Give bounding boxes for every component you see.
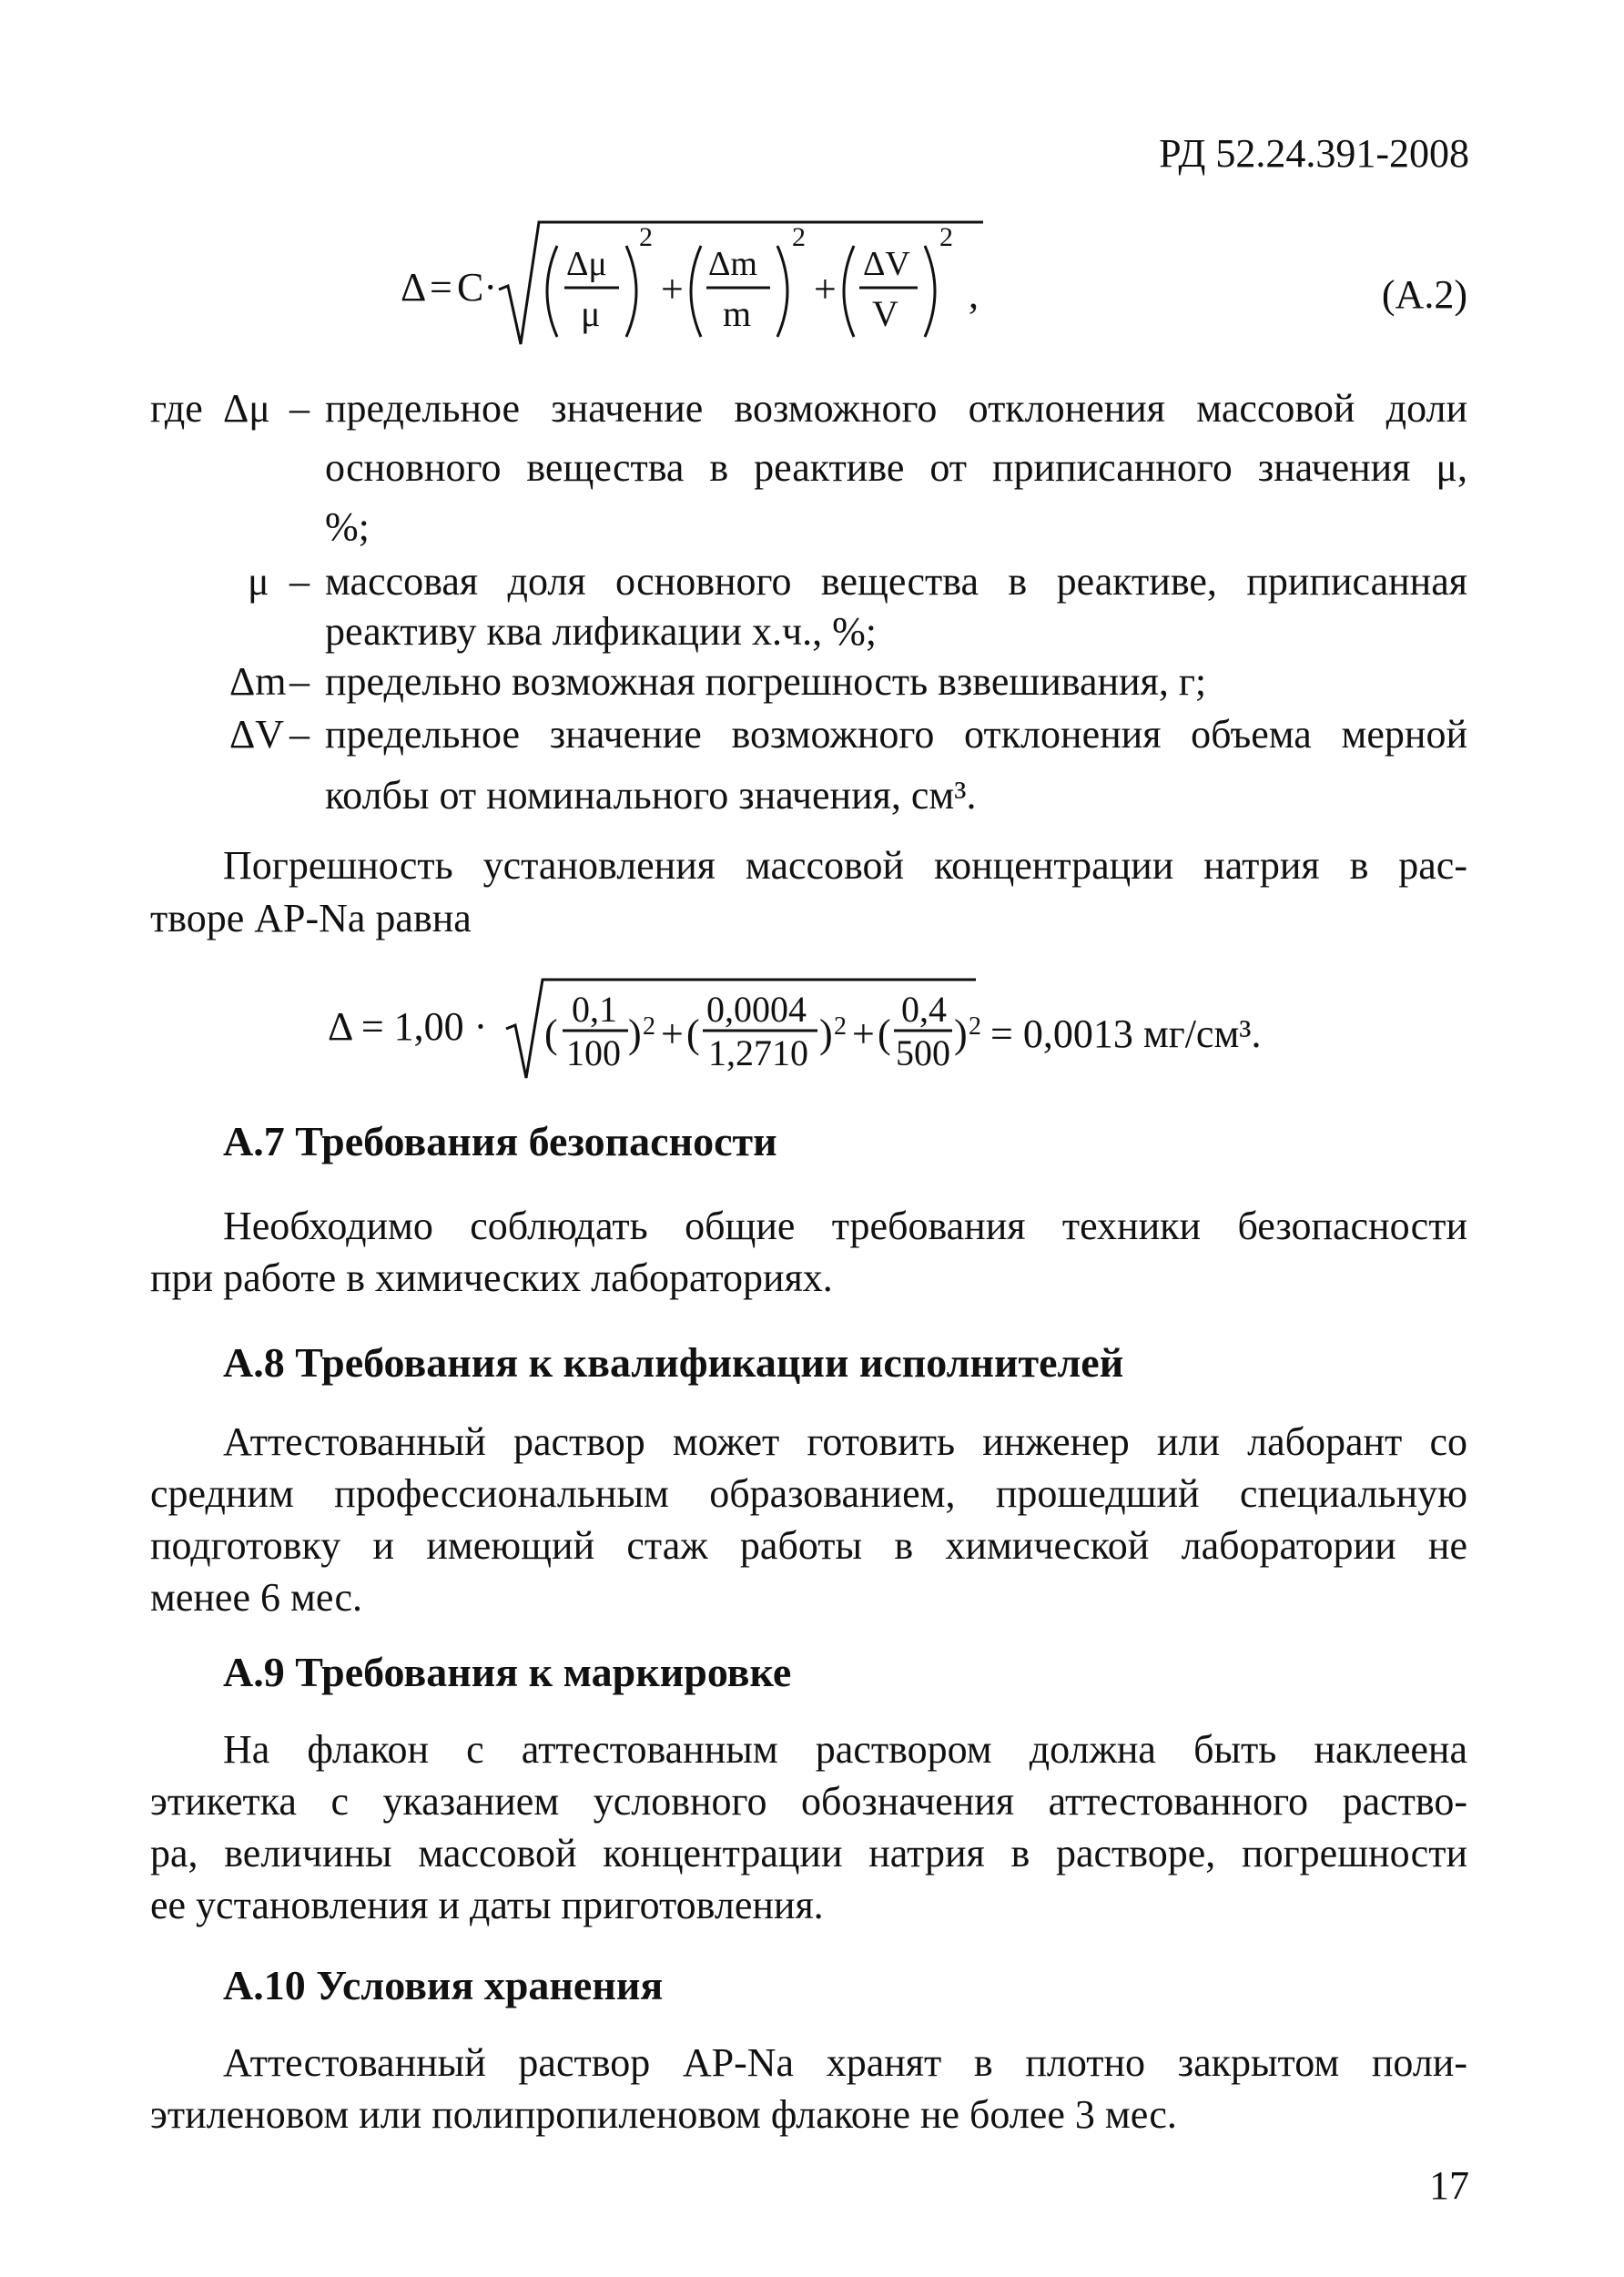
def-symbol-dmu: Δμ: [223, 386, 270, 431]
def-text-line: массовая доля основного вещества в реактиве, приписанная: [325, 559, 1467, 604]
plus-1: +: [661, 267, 684, 311]
section-heading-a7: А.7 Требования безопасности: [223, 1118, 777, 1164]
section-text-line: этиленовом или полипропиленовом флаконе не более 3 мес.: [150, 2092, 1177, 2137]
paragraph-line: Погрешность установления массовой концентрации натрия в рас-: [223, 843, 1467, 888]
def-dash: –: [289, 386, 310, 431]
paren-open-2: [691, 246, 701, 337]
numeric-fraction-1-denominator: 100: [566, 1032, 621, 1073]
numeric-fraction-1-numerator: 0,1: [572, 989, 617, 1030]
paren-close-3: [925, 246, 935, 337]
document-code: РД 52.24.391-2008: [1159, 131, 1469, 176]
section-text-line: Необходимо соблюдать общие требования техники безопасности: [223, 1204, 1467, 1248]
numeric-fraction-2-denominator: 1,2710: [708, 1032, 808, 1073]
def-text-line: реактиву ква лификации х.ч., %;: [325, 609, 877, 654]
formula-lhs: Δ: [401, 265, 427, 310]
paren-close: ): [819, 1011, 833, 1056]
section-text-line: подготовку и имеющий стаж работы в химической лаборатории не: [150, 1523, 1467, 1568]
def-dash: –: [289, 659, 310, 704]
paren-open-1: [547, 246, 557, 337]
def-text-line: основного вещества в реактиве от приписанного значения μ,: [325, 445, 1467, 490]
formula-number: (А.2): [1381, 272, 1467, 317]
section-text-line: менее 6 мес.: [150, 1575, 362, 1620]
def-text-line: предельное значение возможного отклонения объема мерной: [325, 712, 1467, 757]
section-heading-a10: А.10 Условия хранения: [223, 1962, 664, 2008]
fraction-2-denominator: m: [723, 293, 752, 334]
formula-coefficient: C·: [457, 265, 497, 310]
def-dash: –: [289, 712, 310, 757]
numeric-lhs: Δ = 1,00 ·: [328, 1004, 488, 1049]
numeric-fraction-3-denominator: 500: [896, 1032, 950, 1073]
numeric-power-2: 2: [834, 1012, 847, 1041]
power-3: 2: [939, 222, 953, 252]
section-text-line: Аттестованный раствор АР-Na хранят в плотно закрытом поли-: [223, 2040, 1467, 2085]
numeric-plus-1: +: [661, 1011, 684, 1056]
def-symbol-mu: μ: [248, 559, 269, 604]
plus-2: +: [814, 267, 837, 311]
def-text-line: колбы от номинального значения, см³.: [325, 773, 977, 818]
section-text-line: этикетка с указанием условного обозначения аттестованного раство-: [150, 1779, 1467, 1824]
section-text-line: На флакон с аттестованным раствором должна быть наклеена: [223, 1727, 1467, 1772]
paren-close-1: [626, 246, 636, 337]
formula-equals: =: [430, 265, 452, 310]
fraction-1-denominator: μ: [581, 293, 601, 334]
paragraph-line: творе АР-Na равна: [150, 896, 472, 940]
section-text-line: ра, величины массовой концентрации натрия в растворе, погрешности: [150, 1831, 1467, 1875]
numeric-plus-2: +: [852, 1011, 875, 1056]
numeric-power-1: 2: [643, 1012, 655, 1041]
paren-open: (: [686, 1011, 700, 1056]
formula-a2: [401, 219, 1493, 355]
paren-close: ): [954, 1011, 968, 1056]
numeric-fraction-2-numerator: 0,0004: [706, 989, 807, 1030]
paren-close: ): [628, 1011, 642, 1056]
fraction-1-numerator: Δμ: [566, 245, 607, 283]
numeric-fraction-3-numerator: 0,4: [901, 989, 947, 1030]
numeric-result: = 0,0013 мг/см³.: [990, 1011, 1262, 1056]
formula-comma: ,: [969, 272, 979, 317]
fraction-2-numerator: Δm: [708, 245, 757, 283]
def-text-line: предельно возможная погрешность взвешивания, г;: [325, 659, 1207, 704]
def-dash: –: [289, 559, 310, 604]
paren-close-2: [777, 246, 787, 337]
section-heading-a9: А.9 Требования к маркировке: [223, 1649, 792, 1695]
paren-open-3: [844, 246, 854, 337]
power-2: 2: [792, 222, 806, 252]
section-text-line: Аттестованный раствор может готовить инженер или лаборант со: [223, 1419, 1467, 1464]
def-text-line: %;: [325, 504, 370, 549]
fraction-3-denominator: V: [872, 293, 898, 334]
section-heading-a8: А.8 Требования к квалификации исполнителей: [223, 1339, 1124, 1386]
paren-open: (: [878, 1011, 891, 1056]
paren-open: (: [544, 1011, 558, 1056]
where-label: где: [150, 386, 203, 431]
fraction-3-numerator: ΔV: [863, 245, 910, 283]
formula-numeric: [328, 965, 1466, 1093]
def-text-line: предельное значение возможного отклонения массовой доли: [325, 386, 1467, 431]
section-text-line: средним профессиональным образованием, прошедший специальную: [150, 1471, 1467, 1516]
def-symbol-dv: ΔV: [229, 712, 285, 757]
numeric-power-3: 2: [969, 1012, 981, 1041]
power-1: 2: [639, 222, 653, 252]
section-text-line: при работе в химических лабораториях.: [150, 1255, 833, 1300]
section-text-line: ее установления и даты приготовления.: [150, 1883, 824, 1927]
def-symbol-dm: Δm: [229, 659, 287, 704]
page-number: 17: [1429, 2163, 1469, 2208]
